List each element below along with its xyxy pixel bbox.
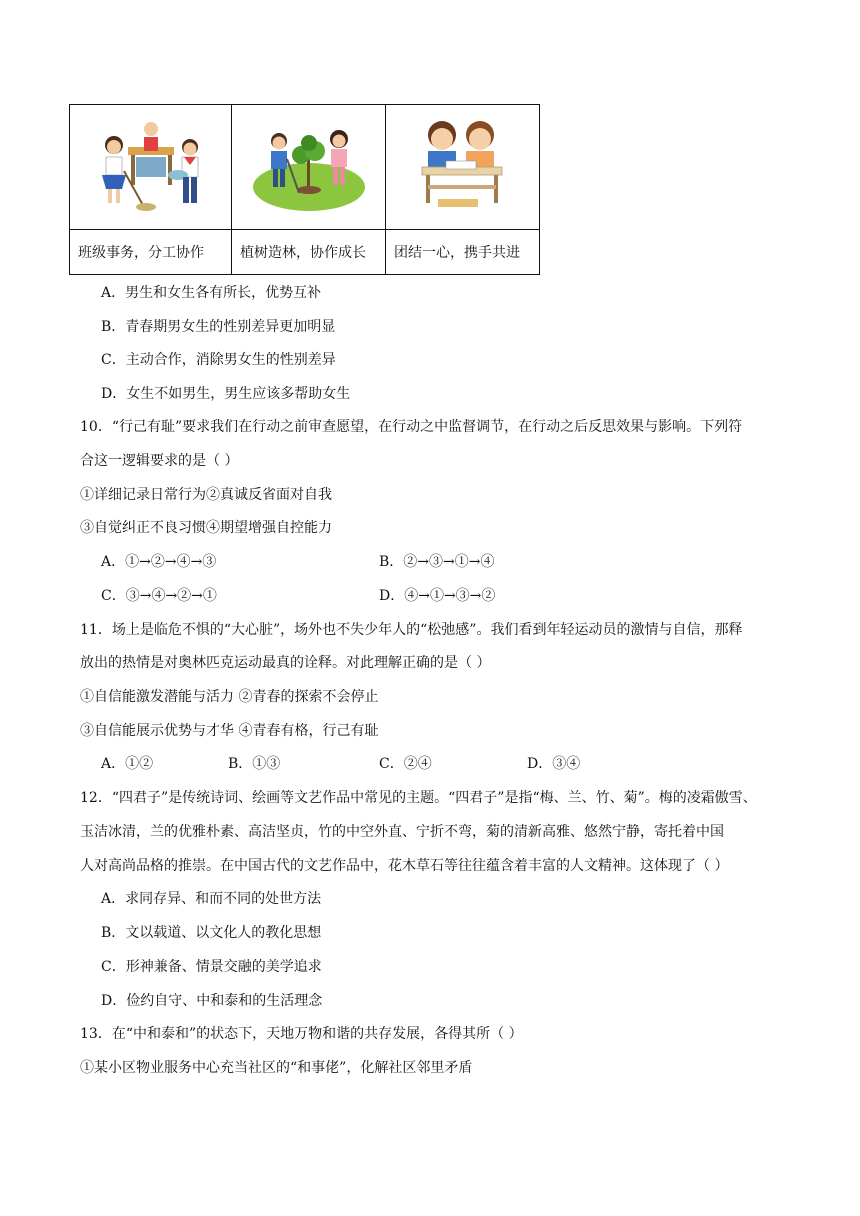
- q11-option-d: D．③④: [527, 756, 581, 772]
- q12-option-a: A．求同存异、和而不同的处世方法: [101, 891, 322, 907]
- caption-studying-together: 团结一心，携手共进: [386, 230, 540, 275]
- q11-stem-line-1: 11．场上是临危不惧的“大心脏”，场外也不失少年人的“松弛感”。我们看到年轻运动员的激情与自信，那释: [80, 622, 743, 638]
- studying-together-icon: [408, 113, 518, 217]
- q11-option-b: B．①③: [228, 756, 281, 772]
- q10-option-b: B．②→③→①→④: [379, 554, 495, 570]
- q11-option-a: A．①②: [101, 756, 154, 772]
- q10-item-line-1: ①详细记录日常行为②真诚反省面对自我: [80, 487, 332, 503]
- q9-option-b: B．青春期男女生的性别差异更加明显: [101, 319, 336, 335]
- q10-stem-line-1: 10．“行己有耻”要求我们在行动之前审查愿望，在行动之中监督调节，在行动之后反思效果与影响。下列符: [80, 419, 743, 435]
- q10-stem-line-2: 合这一逻辑要求的是（ ）: [80, 453, 239, 469]
- q12-option-b: B．文以载道、以文化人的教化思想: [101, 925, 322, 941]
- class-affairs-illustration: [70, 105, 232, 230]
- q13-stem-line-1: 13．在“中和泰和”的状态下，天地万物和谐的共存发展，各得其所（ ）: [80, 1026, 523, 1042]
- tree-planting-illustration: [232, 105, 386, 230]
- q10-option-a: A．①→②→④→③: [101, 554, 217, 570]
- q11-option-c: C．②④: [379, 756, 432, 772]
- q11-item-line-1: ①自信能激发潜能与活力 ②青春的探索不会停止: [80, 689, 379, 705]
- q12-stem-line-2: 玉洁冰清，兰的优雅朴素、高洁坚贞，竹的中空外直、宁折不弯，菊的清新高雅、悠然宁静，寄托着中国: [80, 824, 724, 840]
- caption-tree-planting: 植树造林，协作成长: [232, 230, 386, 275]
- tree-planting-icon: [249, 115, 369, 215]
- q9-option-d: D．女生不如男生，男生应该多帮助女生: [101, 386, 351, 402]
- q11-stem-line-2: 放出的热情是对奥林匹克运动最真的诠释。对此理解正确的是（ ）: [80, 655, 491, 671]
- q10-option-c: C．③→④→②→①: [101, 588, 217, 604]
- q9-option-c: C．主动合作，消除男女生的性别差异: [101, 352, 336, 368]
- q12-stem-line-3: 人对高尚品格的推崇。在中国古代的文艺作品中，花木草石等往往蕴含着丰富的人文精神。这体现了（ ）: [80, 858, 729, 874]
- q9-option-a: A．男生和女生各有所长，优势互补: [101, 285, 322, 301]
- q10-option-d: D．④→①→③→②: [379, 588, 496, 604]
- class-affairs-icon: [86, 115, 216, 215]
- q13-item-line-1: ①某小区物业服务中心充当社区的“和事佬”，化解社区邻里矛盾: [80, 1060, 473, 1076]
- q10-item-line-2: ③自觉纠正不良习惯④期望增强自控能力: [80, 520, 332, 536]
- q12-option-c: C．形神兼备、情景交融的美学追求: [101, 959, 322, 975]
- q11-item-line-2: ③自信能展示优势与才华 ④青春有格，行己有耻: [80, 723, 379, 739]
- q12-option-d: D．俭约自守、中和泰和的生活理念: [101, 993, 323, 1009]
- illustration-table: [69, 104, 540, 275]
- q12-stem-line-1: 12．“四君子”是传统诗词、绘画等文艺作品中常见的主题。“四君子”是指“梅、兰、竹、菊”。梅的凌霜傲雪、: [80, 790, 757, 806]
- caption-class-affairs: 班级事务，分工协作: [70, 230, 232, 275]
- studying-together-illustration: [386, 105, 540, 230]
